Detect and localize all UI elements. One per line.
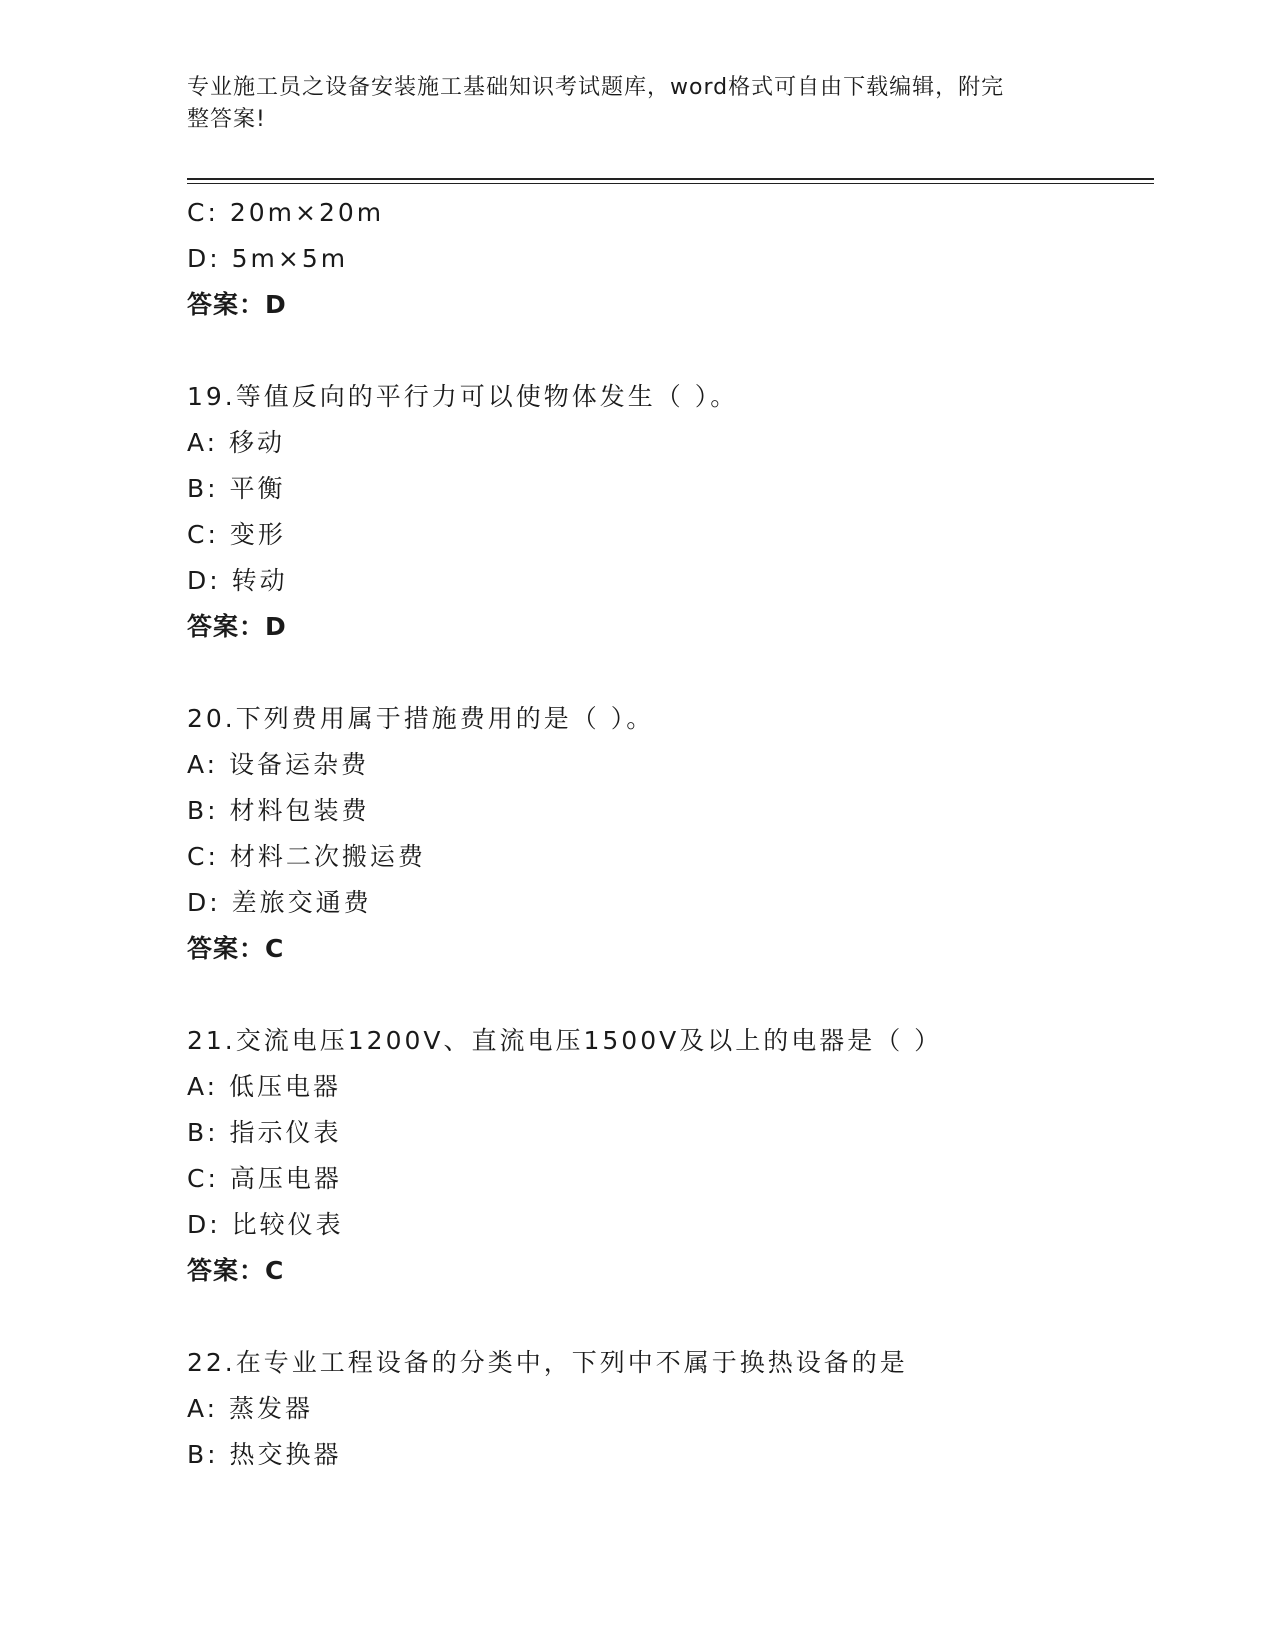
option-d: D: 差旅交通费 [187,888,372,917]
option-a: A: 低压电器 [187,1072,342,1101]
document-header [187,72,1077,136]
option-b: B: 指示仪表 [187,1118,342,1147]
question-stem: 20.下列费用属于措施费用的是（ ）。 [187,704,655,733]
answer: 答案：C [187,1256,285,1285]
question-20 [187,696,1147,972]
question-stem: 19.等值反向的平行力可以使物体发生（ ）。 [187,382,739,411]
answer: 答案：D [187,612,287,641]
option-b: B: 平衡 [187,474,286,503]
header-divider-thin [187,183,1154,184]
answer: 答案：D [187,290,287,319]
option-c: C: 材料二次搬运费 [187,842,426,871]
option-b: B: 材料包装费 [187,796,370,825]
spacer [187,650,1147,696]
question-list [187,190,1147,1478]
spacer [187,972,1147,1018]
question-18-continued [187,190,1147,328]
header-divider-thick [187,178,1154,180]
option-c: C: 变形 [187,520,286,549]
option-d: D: 转动 [187,566,288,595]
option-a: A: 移动 [187,428,286,457]
header-line-2: 整答案! [187,107,266,132]
header-line-1: 专业施工员之设备安装施工基础知识考试题库，word格式可自由下载编辑，附完 [187,75,1005,100]
question-22 [187,1340,1147,1478]
question-stem: 22.在专业工程设备的分类中，下列中不属于换热设备的是 [187,1348,908,1377]
option-d: D: 比较仪表 [187,1210,344,1239]
option-d: D: 5m×5m [187,244,349,273]
question-stem: 21.交流电压1200V、直流电压1500V及以上的电器是（ ） [187,1026,943,1055]
question-21 [187,1018,1147,1294]
question-19 [187,374,1147,650]
option-b: B: 热交换器 [187,1440,342,1469]
option-c: C: 20m×20m [187,198,385,227]
option-a: A: 蒸发器 [187,1394,314,1423]
option-c: C: 高压电器 [187,1164,342,1193]
option-a: A: 设备运杂费 [187,750,370,779]
spacer [187,1294,1147,1340]
answer: 答案：C [187,934,285,963]
spacer [187,328,1147,374]
